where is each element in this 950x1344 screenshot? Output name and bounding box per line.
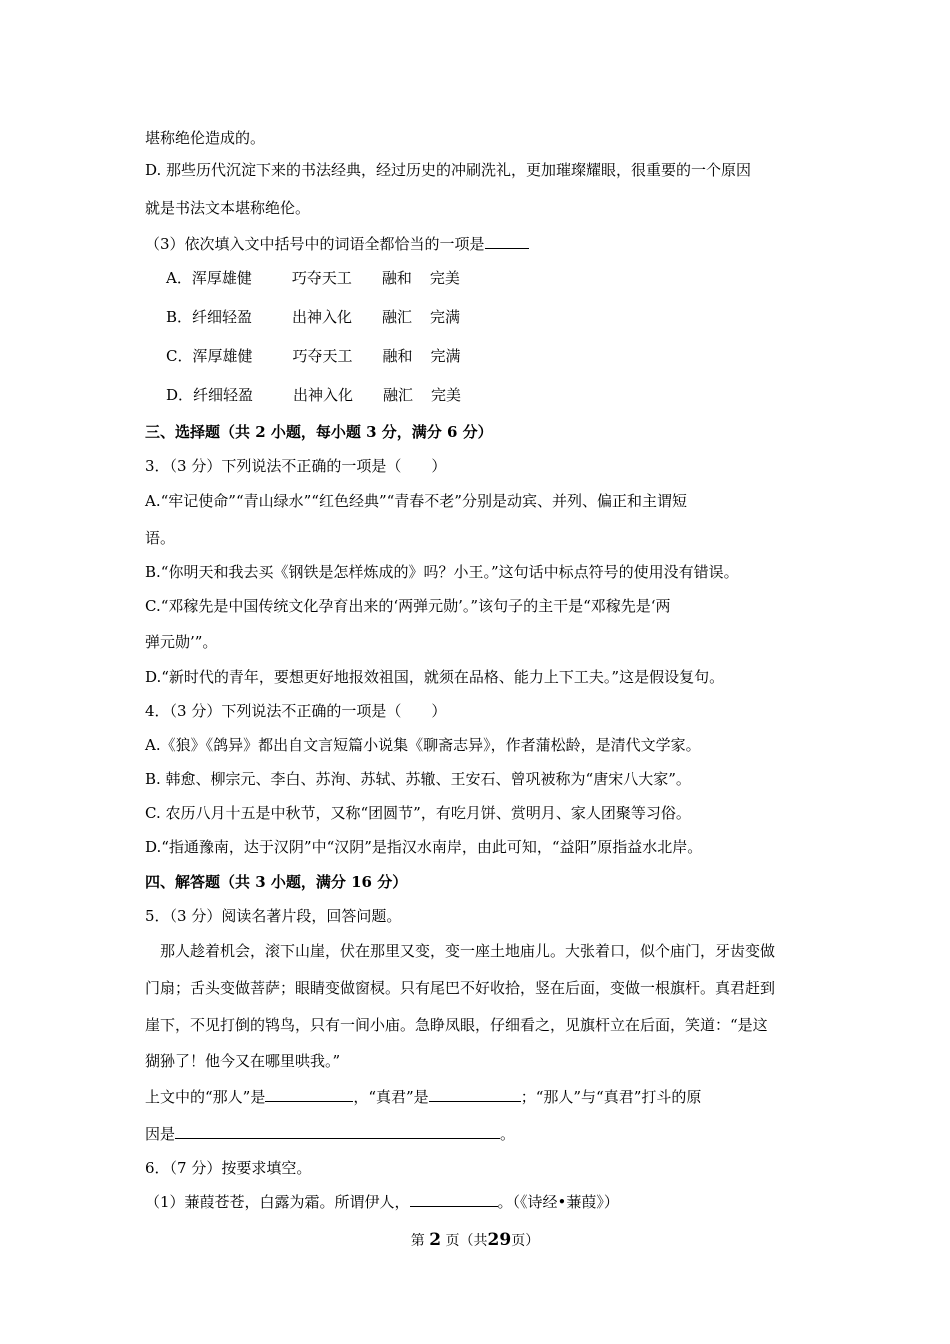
total-pages: 29 bbox=[487, 1230, 512, 1250]
question-5: 5．（3 分）阅读名著片段，回答问题。 bbox=[145, 907, 402, 925]
option-d bbox=[166, 384, 461, 406]
option-word: 浑厚雄健 bbox=[192, 347, 253, 365]
option-word: 融和 bbox=[382, 347, 413, 365]
option-word: 融汇 bbox=[383, 386, 414, 404]
question-4: 4．（3 分）下列说法不正确的一项是（ ） bbox=[145, 702, 447, 720]
option-word: 巧夺天工 bbox=[291, 269, 352, 287]
option-letter: B． bbox=[166, 308, 193, 326]
text-line: 就是书法文本堪称绝伦。 bbox=[145, 199, 311, 217]
question-5-prompt-cont bbox=[145, 1122, 515, 1145]
option-word: 浑厚雄健 bbox=[191, 269, 252, 287]
question-5-prompt bbox=[145, 1085, 701, 1108]
option-word: 完满 bbox=[430, 347, 461, 365]
question-6-1 bbox=[145, 1190, 619, 1213]
passage-line: 门扇；舌头变做菩萨；眼睛变做窗棂。只有尾巴不好收拾，竖在后面，变做一根旗杆。真君赶到 bbox=[145, 979, 776, 997]
question-2-3 bbox=[145, 232, 529, 255]
option-word: 融汇 bbox=[382, 308, 413, 326]
text-line: 弹元勋’”。 bbox=[145, 633, 218, 651]
answer-blank-reason[interactable] bbox=[175, 1122, 500, 1139]
prompt-text: ；“那人”与“真君”打斗的原 bbox=[520, 1088, 702, 1106]
option-d-q4: D.“指通豫南，达于汉阴”中“汉阴”是指汉水南岸，由此可知，“益阳”原指益水北岸。 bbox=[145, 838, 703, 856]
answer-blank-zhenjun[interactable] bbox=[429, 1085, 521, 1102]
option-a-q3: A.“牢记使命”“青山绿水”“红色经典”“青春不老”分别是动宾、并列、偏正和主谓短 bbox=[145, 492, 687, 510]
footer-prefix: 第 bbox=[410, 1233, 425, 1249]
section-heading: 三、选择题（共 2 小题，每小题 3 分，满分 6 分） bbox=[145, 423, 493, 441]
option-word: 完满 bbox=[430, 308, 461, 326]
option-word: 纤细轻盈 bbox=[192, 308, 253, 326]
option-word: 完美 bbox=[431, 386, 462, 404]
option-word: 巧夺天工 bbox=[292, 347, 353, 365]
answer-blank[interactable] bbox=[485, 232, 529, 249]
footer-mid: 页（共 bbox=[445, 1233, 488, 1249]
prompt-text: 。（《诗经•蒹葭》） bbox=[497, 1193, 619, 1211]
option-b bbox=[166, 306, 460, 328]
option-b-q3: B.“你明天和我去买《钢铁是怎样炼成的》吗？小王。”这句话中标点符号的使用没有错误。 bbox=[145, 563, 739, 581]
passage-line: 猢狲了！他今又在哪里哄我。” bbox=[145, 1052, 341, 1070]
option-word: 纤细轻盈 bbox=[193, 386, 254, 404]
option-letter: D． bbox=[166, 386, 194, 404]
option-word: 融和 bbox=[381, 269, 412, 287]
prompt-text: （1）蒹葭苍苍，白露为霜。所谓伊人， bbox=[145, 1193, 410, 1211]
answer-blank-poem[interactable] bbox=[410, 1190, 498, 1207]
option-c bbox=[166, 345, 461, 367]
option-word: 完美 bbox=[429, 269, 460, 287]
option-c-q4: C. 农历八月十五是中秋节，又称“团圆节”，有吃月饼、赏明月、家人团聚等习俗。 bbox=[145, 804, 691, 822]
option-letter: A． bbox=[166, 269, 192, 287]
question-3: 3．（3 分）下列说法不正确的一项是（ ） bbox=[145, 457, 447, 475]
question-6: 6．（7 分）按要求填空。 bbox=[145, 1159, 312, 1177]
option-c-q3: C.“邓稼先是中国传统文化孕育出来的‘两弹元勋’。”该句子的主干是“邓稼先是‘两 bbox=[145, 597, 671, 615]
page-footer bbox=[0, 1229, 950, 1252]
option-a bbox=[166, 267, 460, 289]
text-line: 语。 bbox=[145, 529, 176, 547]
section-heading: 四、解答题（共 3 小题，满分 16 分） bbox=[145, 873, 408, 891]
option-letter: C． bbox=[166, 347, 193, 365]
footer-suffix: 页） bbox=[511, 1233, 540, 1249]
option-word: 出神入化 bbox=[292, 308, 353, 326]
option-word: 出神入化 bbox=[293, 386, 354, 404]
option-d-q2: D. 那些历代沉淀下来的书法经典，经过历史的冲刷洗礼，更加璀璨耀眼，很重要的一个原因 bbox=[145, 161, 752, 179]
prompt-text: ，“真君”是 bbox=[353, 1088, 429, 1106]
text-line: 堪称绝伦造成的。 bbox=[145, 129, 266, 147]
passage-line: 那人趁着机会，滚下山崖，伏在那里又变，变一座土地庙儿。大张着口，似个庙门，牙齿变做 bbox=[160, 942, 776, 960]
page-number: 2 bbox=[429, 1230, 442, 1250]
prompt-text: 上文中的“那人”是 bbox=[145, 1088, 266, 1106]
passage-line: 崖下，不见打倒的鸨鸟，只有一间小庙。急睁凤眼，仔细看之，见旗杆立在后面，笑道：“是这 bbox=[145, 1016, 768, 1034]
answer-blank-nareren[interactable] bbox=[265, 1085, 353, 1102]
prompt-text: 因是 bbox=[145, 1125, 176, 1143]
prompt-text: 。 bbox=[500, 1125, 516, 1143]
option-b-q4: B. 韩愈、柳宗元、李白、苏洵、苏轼、苏辙、王安石、曾巩被称为“唐宋八大家”。 bbox=[145, 770, 691, 788]
option-a-q4: A.《狼》《鸽异》都出自文言短篇小说集《聊斋志异》，作者蒲松龄，是清代文学家。 bbox=[145, 736, 701, 754]
question-text: （3）依次填入文中括号中的词语全都恰当的一项是 bbox=[145, 235, 485, 253]
option-d-q3: D.“新时代的青年，要想更好地报效祖国，就须在品格、能力上下工夫。”这是假设复句。 bbox=[145, 668, 725, 686]
